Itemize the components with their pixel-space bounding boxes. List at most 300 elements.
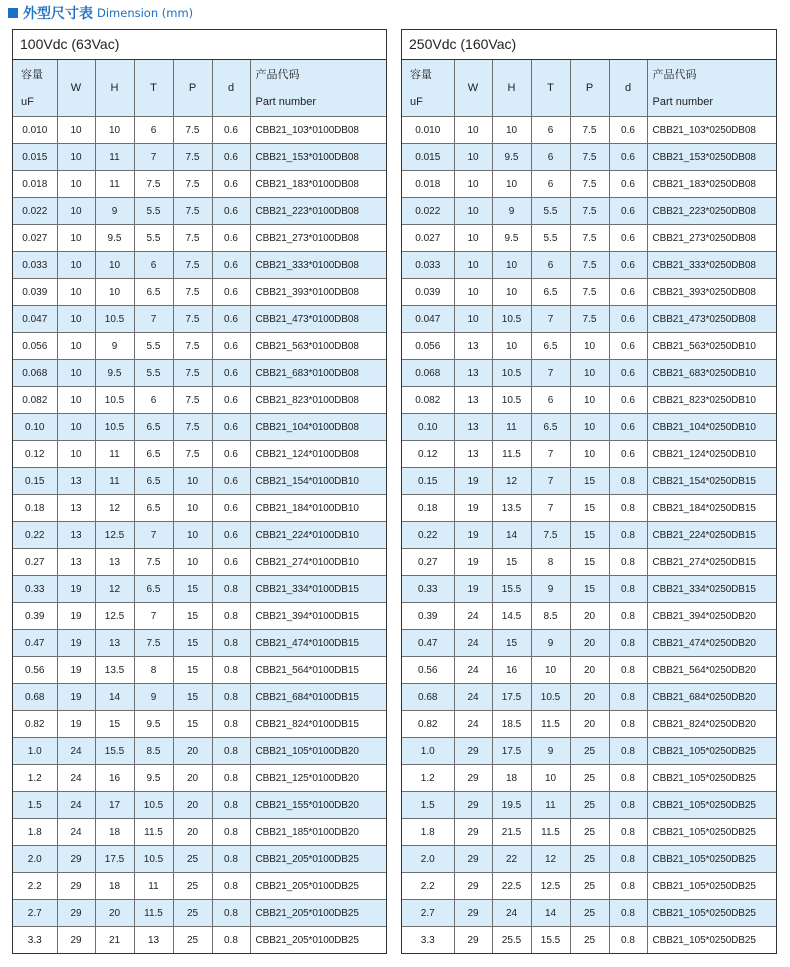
d-cell: 0.6 xyxy=(212,549,250,576)
h-cell: 10 xyxy=(492,252,531,279)
d-cell: 0.6 xyxy=(212,306,250,333)
capacity-cell: 0.015 xyxy=(13,144,57,171)
p-cell: 7.5 xyxy=(173,252,212,279)
h-cell: 14 xyxy=(95,684,134,711)
col-header-t: T xyxy=(531,60,570,117)
h-cell: 16 xyxy=(492,657,531,684)
t-cell: 6.5 xyxy=(531,333,570,360)
p-cell: 7.5 xyxy=(173,144,212,171)
w-cell: 10 xyxy=(57,414,95,441)
capacity-cell: 0.68 xyxy=(402,684,454,711)
table-row xyxy=(13,333,386,360)
capacity-cell: 0.022 xyxy=(402,198,454,225)
t-cell: 5.5 xyxy=(134,198,173,225)
p-cell: 15 xyxy=(173,576,212,603)
d-cell: 0.8 xyxy=(212,765,250,792)
h-cell: 22 xyxy=(492,846,531,873)
table-header-row xyxy=(402,60,776,117)
p-cell: 7.5 xyxy=(173,225,212,252)
table-row xyxy=(402,279,776,306)
w-cell: 24 xyxy=(57,819,95,846)
table-row xyxy=(13,144,386,171)
t-cell: 9.5 xyxy=(134,711,173,738)
capacity-cell: 0.47 xyxy=(13,630,57,657)
p-cell: 10 xyxy=(570,360,609,387)
capacity-cell: 0.033 xyxy=(13,252,57,279)
w-cell: 29 xyxy=(454,765,492,792)
p-cell: 7.5 xyxy=(173,306,212,333)
table-row xyxy=(13,252,386,279)
table-row xyxy=(13,873,386,900)
d-cell: 0.6 xyxy=(212,198,250,225)
capacity-cell: 0.18 xyxy=(402,495,454,522)
capacity-cell: 0.82 xyxy=(13,711,57,738)
p-cell: 15 xyxy=(570,495,609,522)
capacity-cell: 0.056 xyxy=(13,333,57,360)
part-number-cell: CBB21_394*0250DB20 xyxy=(647,603,776,630)
p-cell: 7.5 xyxy=(173,198,212,225)
table-header-row xyxy=(13,60,386,117)
d-cell: 0.6 xyxy=(212,468,250,495)
d-cell: 0.6 xyxy=(609,117,647,144)
t-cell: 6 xyxy=(531,387,570,414)
p-cell: 10 xyxy=(173,549,212,576)
h-cell: 15 xyxy=(95,711,134,738)
d-cell: 0.8 xyxy=(609,846,647,873)
h-cell: 17 xyxy=(95,792,134,819)
h-cell: 10.5 xyxy=(95,387,134,414)
capacity-cell: 0.033 xyxy=(402,252,454,279)
w-cell: 13 xyxy=(454,414,492,441)
part-number-cell: CBB21_105*0250DB25 xyxy=(647,927,776,954)
part-number-cell: CBB21_474*0100DB15 xyxy=(250,630,386,657)
d-cell: 0.6 xyxy=(609,333,647,360)
p-cell: 20 xyxy=(173,738,212,765)
h-cell: 9 xyxy=(95,198,134,225)
p-cell: 25 xyxy=(173,927,212,954)
h-cell: 13.5 xyxy=(95,657,134,684)
part-number-cell: CBB21_183*0100DB08 xyxy=(250,171,386,198)
w-cell: 19 xyxy=(57,630,95,657)
part-number-cell: CBB21_683*0100DB08 xyxy=(250,360,386,387)
h-cell: 11 xyxy=(95,441,134,468)
t-cell: 11 xyxy=(134,873,173,900)
t-cell: 10.5 xyxy=(531,684,570,711)
table-row xyxy=(13,927,386,954)
capacity-cell: 0.082 xyxy=(402,387,454,414)
w-cell: 13 xyxy=(57,549,95,576)
part-number-cell: CBB21_104*0250DB10 xyxy=(647,414,776,441)
part-number-cell: CBB21_205*0100DB25 xyxy=(250,846,386,873)
h-cell: 9 xyxy=(492,198,531,225)
capacity-cell: 0.039 xyxy=(402,279,454,306)
p-cell: 25 xyxy=(173,846,212,873)
t-cell: 6 xyxy=(531,117,570,144)
d-cell: 0.6 xyxy=(212,171,250,198)
part-number-cell: CBB21_564*0250DB20 xyxy=(647,657,776,684)
table-row xyxy=(13,387,386,414)
part-number-cell: CBB21_105*0250DB25 xyxy=(647,846,776,873)
part-number-cell: CBB21_223*0250DB08 xyxy=(647,198,776,225)
table-row xyxy=(402,441,776,468)
part-number-cell: CBB21_224*0250DB15 xyxy=(647,522,776,549)
w-cell: 10 xyxy=(57,198,95,225)
w-cell: 10 xyxy=(57,252,95,279)
capacity-cell: 0.10 xyxy=(13,414,57,441)
h-cell: 10.5 xyxy=(492,306,531,333)
part-number-cell: CBB21_105*0250DB25 xyxy=(647,900,776,927)
part-number-cell: CBB21_185*0100DB20 xyxy=(250,819,386,846)
t-cell: 7 xyxy=(134,603,173,630)
d-cell: 0.6 xyxy=(212,144,250,171)
t-cell: 8.5 xyxy=(531,603,570,630)
d-cell: 0.8 xyxy=(212,657,250,684)
t-cell: 11.5 xyxy=(531,711,570,738)
d-cell: 0.6 xyxy=(609,225,647,252)
capacity-cell: 2.7 xyxy=(13,900,57,927)
part-number-cell: CBB21_153*0100DB08 xyxy=(250,144,386,171)
part-number-cell: CBB21_393*0100DB08 xyxy=(250,279,386,306)
part-number-cell: CBB21_124*0250DB10 xyxy=(647,441,776,468)
col-header-p: P xyxy=(173,60,212,117)
p-cell: 25 xyxy=(570,900,609,927)
h-cell: 12 xyxy=(95,576,134,603)
table-row xyxy=(402,711,776,738)
col-header-w: W xyxy=(57,60,95,117)
dimension-table-250vdc xyxy=(401,29,777,954)
t-cell: 10.5 xyxy=(134,792,173,819)
part-number-cell: CBB21_153*0250DB08 xyxy=(647,144,776,171)
part-number-cell: CBB21_333*0100DB08 xyxy=(250,252,386,279)
p-cell: 7.5 xyxy=(173,387,212,414)
table-row xyxy=(13,522,386,549)
col-header-h: H xyxy=(95,60,134,117)
t-cell: 9 xyxy=(531,576,570,603)
part-number-cell: CBB21_205*0100DB25 xyxy=(250,927,386,954)
t-cell: 7 xyxy=(531,495,570,522)
d-cell: 0.6 xyxy=(609,279,647,306)
table-row xyxy=(13,468,386,495)
w-cell: 29 xyxy=(454,792,492,819)
w-cell: 13 xyxy=(454,360,492,387)
w-cell: 19 xyxy=(57,684,95,711)
h-cell: 13.5 xyxy=(492,495,531,522)
capacity-cell: 0.47 xyxy=(402,630,454,657)
w-cell: 19 xyxy=(57,603,95,630)
table-row xyxy=(13,792,386,819)
t-cell: 10.5 xyxy=(134,846,173,873)
col-header-d: d xyxy=(609,60,647,117)
h-cell: 10 xyxy=(492,117,531,144)
w-cell: 19 xyxy=(57,711,95,738)
p-cell: 25 xyxy=(570,873,609,900)
part-number-cell: CBB21_184*0100DB10 xyxy=(250,495,386,522)
capacity-cell: 0.018 xyxy=(402,171,454,198)
d-cell: 0.8 xyxy=(609,549,647,576)
section-header xyxy=(8,4,193,22)
p-cell: 15 xyxy=(173,711,212,738)
capacity-cell: 0.15 xyxy=(13,468,57,495)
w-cell: 10 xyxy=(57,171,95,198)
w-cell: 24 xyxy=(57,738,95,765)
t-cell: 7 xyxy=(531,306,570,333)
w-cell: 10 xyxy=(454,225,492,252)
p-cell: 20 xyxy=(570,684,609,711)
t-cell: 6 xyxy=(134,252,173,279)
t-cell: 6.5 xyxy=(134,495,173,522)
part-number-cell: CBB21_393*0250DB08 xyxy=(647,279,776,306)
w-cell: 10 xyxy=(57,387,95,414)
w-cell: 10 xyxy=(454,279,492,306)
t-cell: 7 xyxy=(134,144,173,171)
table-row xyxy=(402,117,776,144)
w-cell: 29 xyxy=(57,873,95,900)
w-cell: 13 xyxy=(454,333,492,360)
t-cell: 7.5 xyxy=(134,549,173,576)
w-cell: 13 xyxy=(454,441,492,468)
p-cell: 25 xyxy=(570,792,609,819)
part-number-cell: CBB21_154*0250DB15 xyxy=(647,468,776,495)
section-title-cn: 外型尺寸表 xyxy=(23,6,93,22)
capacity-cell: 0.22 xyxy=(13,522,57,549)
d-cell: 0.6 xyxy=(609,144,647,171)
table-row xyxy=(402,603,776,630)
h-cell: 17.5 xyxy=(492,684,531,711)
capacity-cell: 0.39 xyxy=(402,603,454,630)
d-cell: 0.6 xyxy=(609,360,647,387)
d-cell: 0.6 xyxy=(212,522,250,549)
t-cell: 6 xyxy=(134,387,173,414)
t-cell: 12.5 xyxy=(531,873,570,900)
capacity-cell: 1.5 xyxy=(402,792,454,819)
part-number-cell: CBB21_155*0100DB20 xyxy=(250,792,386,819)
w-cell: 29 xyxy=(454,819,492,846)
h-cell: 14.5 xyxy=(492,603,531,630)
table-row xyxy=(402,873,776,900)
p-cell: 10 xyxy=(173,495,212,522)
d-cell: 0.8 xyxy=(212,684,250,711)
d-cell: 0.6 xyxy=(212,414,250,441)
table-row xyxy=(402,900,776,927)
d-cell: 0.8 xyxy=(609,522,647,549)
w-cell: 10 xyxy=(57,441,95,468)
table-row xyxy=(13,441,386,468)
p-cell: 7.5 xyxy=(570,306,609,333)
part-number-cell: CBB21_333*0250DB08 xyxy=(647,252,776,279)
part-number-cell: CBB21_105*0250DB25 xyxy=(647,738,776,765)
table-title: 100Vdc (63Vac) xyxy=(13,30,386,60)
part-number-cell: CBB21_684*0250DB20 xyxy=(647,684,776,711)
p-cell: 10 xyxy=(570,441,609,468)
table-row xyxy=(402,549,776,576)
part-number-cell: CBB21_105*0250DB25 xyxy=(647,792,776,819)
w-cell: 10 xyxy=(57,333,95,360)
w-cell: 10 xyxy=(454,252,492,279)
p-cell: 7.5 xyxy=(570,225,609,252)
capacity-cell: 0.27 xyxy=(402,549,454,576)
p-cell: 7.5 xyxy=(570,252,609,279)
h-cell: 10 xyxy=(492,171,531,198)
h-cell: 10.5 xyxy=(95,306,134,333)
p-cell: 20 xyxy=(570,657,609,684)
table-row xyxy=(13,306,386,333)
w-cell: 19 xyxy=(454,468,492,495)
p-cell: 15 xyxy=(570,522,609,549)
t-cell: 6 xyxy=(134,117,173,144)
w-cell: 13 xyxy=(454,387,492,414)
t-cell: 6.5 xyxy=(134,279,173,306)
p-cell: 7.5 xyxy=(173,279,212,306)
table-row xyxy=(402,360,776,387)
d-cell: 0.8 xyxy=(212,900,250,927)
h-cell: 12.5 xyxy=(95,603,134,630)
h-cell: 18 xyxy=(95,873,134,900)
table-row xyxy=(402,846,776,873)
table-row xyxy=(13,819,386,846)
p-cell: 25 xyxy=(570,765,609,792)
h-cell: 10 xyxy=(492,333,531,360)
capacity-cell: 2.2 xyxy=(402,873,454,900)
d-cell: 0.6 xyxy=(609,306,647,333)
h-cell: 11 xyxy=(95,171,134,198)
capacity-cell: 0.018 xyxy=(13,171,57,198)
capacity-cell: 0.082 xyxy=(13,387,57,414)
square-bullet-icon xyxy=(8,8,18,18)
d-cell: 0.6 xyxy=(609,252,647,279)
capacity-cell: 1.2 xyxy=(13,765,57,792)
p-cell: 10 xyxy=(173,468,212,495)
h-cell: 17.5 xyxy=(492,738,531,765)
h-cell: 15.5 xyxy=(492,576,531,603)
w-cell: 10 xyxy=(57,360,95,387)
capacity-cell: 1.8 xyxy=(13,819,57,846)
t-cell: 8.5 xyxy=(134,738,173,765)
p-cell: 10 xyxy=(570,333,609,360)
t-cell: 9 xyxy=(134,684,173,711)
d-cell: 0.8 xyxy=(609,711,647,738)
table-row xyxy=(13,198,386,225)
w-cell: 24 xyxy=(57,792,95,819)
p-cell: 7.5 xyxy=(173,360,212,387)
part-number-cell: CBB21_105*0250DB25 xyxy=(647,873,776,900)
col-header-w: W xyxy=(454,60,492,117)
t-cell: 6.5 xyxy=(134,468,173,495)
t-cell: 7 xyxy=(134,306,173,333)
capacity-cell: 0.18 xyxy=(13,495,57,522)
w-cell: 19 xyxy=(454,522,492,549)
d-cell: 0.6 xyxy=(212,225,250,252)
w-cell: 29 xyxy=(57,900,95,927)
t-cell: 9 xyxy=(531,630,570,657)
table-row xyxy=(13,576,386,603)
capacity-cell: 3.3 xyxy=(13,927,57,954)
table-row xyxy=(13,765,386,792)
capacity-cell: 2.2 xyxy=(13,873,57,900)
capacity-cell: 2.7 xyxy=(402,900,454,927)
w-cell: 24 xyxy=(454,711,492,738)
h-cell: 10 xyxy=(95,279,134,306)
table-row xyxy=(402,792,776,819)
table-row xyxy=(402,927,776,954)
p-cell: 10 xyxy=(570,414,609,441)
d-cell: 0.6 xyxy=(609,387,647,414)
part-number-cell: CBB21_274*0100DB10 xyxy=(250,549,386,576)
t-cell: 6 xyxy=(531,171,570,198)
h-cell: 10.5 xyxy=(95,414,134,441)
d-cell: 0.6 xyxy=(212,441,250,468)
capacity-cell: 1.0 xyxy=(402,738,454,765)
table-row xyxy=(13,738,386,765)
p-cell: 7.5 xyxy=(570,171,609,198)
table-row xyxy=(13,171,386,198)
h-cell: 11.5 xyxy=(492,441,531,468)
d-cell: 0.6 xyxy=(212,360,250,387)
w-cell: 24 xyxy=(454,684,492,711)
p-cell: 7.5 xyxy=(570,144,609,171)
capacity-cell: 0.15 xyxy=(402,468,454,495)
w-cell: 10 xyxy=(57,117,95,144)
w-cell: 10 xyxy=(57,306,95,333)
t-cell: 9 xyxy=(531,738,570,765)
t-cell: 6.5 xyxy=(134,441,173,468)
table-title: 250Vdc (160Vac) xyxy=(402,30,776,60)
h-cell: 15 xyxy=(492,549,531,576)
d-cell: 0.8 xyxy=(609,495,647,522)
col-header-part-number: 产品代码 Part number xyxy=(250,60,386,117)
p-cell: 10 xyxy=(570,387,609,414)
h-cell: 15 xyxy=(492,630,531,657)
table-row xyxy=(13,414,386,441)
d-cell: 0.6 xyxy=(212,333,250,360)
h-cell: 9.5 xyxy=(95,225,134,252)
w-cell: 10 xyxy=(454,117,492,144)
part-number-cell: CBB21_154*0100DB10 xyxy=(250,468,386,495)
t-cell: 6.5 xyxy=(531,279,570,306)
part-number-cell: CBB21_683*0250DB10 xyxy=(647,360,776,387)
h-cell: 18.5 xyxy=(492,711,531,738)
p-cell: 15 xyxy=(570,576,609,603)
table-row xyxy=(13,549,386,576)
d-cell: 0.6 xyxy=(609,171,647,198)
p-cell: 20 xyxy=(570,603,609,630)
col-header-p: P xyxy=(570,60,609,117)
t-cell: 7.5 xyxy=(531,522,570,549)
dimension-table xyxy=(13,60,386,953)
p-cell: 20 xyxy=(173,765,212,792)
t-cell: 13 xyxy=(134,927,173,954)
t-cell: 11.5 xyxy=(134,900,173,927)
capacity-cell: 0.027 xyxy=(13,225,57,252)
p-cell: 7.5 xyxy=(173,333,212,360)
d-cell: 0.6 xyxy=(609,198,647,225)
h-cell: 15.5 xyxy=(95,738,134,765)
capacity-cell: 0.015 xyxy=(402,144,454,171)
p-cell: 25 xyxy=(570,819,609,846)
d-cell: 0.6 xyxy=(212,387,250,414)
capacity-cell: 0.56 xyxy=(402,657,454,684)
h-cell: 14 xyxy=(492,522,531,549)
table-row xyxy=(402,144,776,171)
d-cell: 0.8 xyxy=(609,873,647,900)
table-row xyxy=(402,333,776,360)
part-number-cell: CBB21_334*0100DB15 xyxy=(250,576,386,603)
d-cell: 0.8 xyxy=(609,927,647,954)
h-cell: 21 xyxy=(95,927,134,954)
h-cell: 22.5 xyxy=(492,873,531,900)
section-title-en: Dimension (mm) xyxy=(97,6,194,20)
capacity-cell: 0.12 xyxy=(13,441,57,468)
d-cell: 0.8 xyxy=(212,873,250,900)
